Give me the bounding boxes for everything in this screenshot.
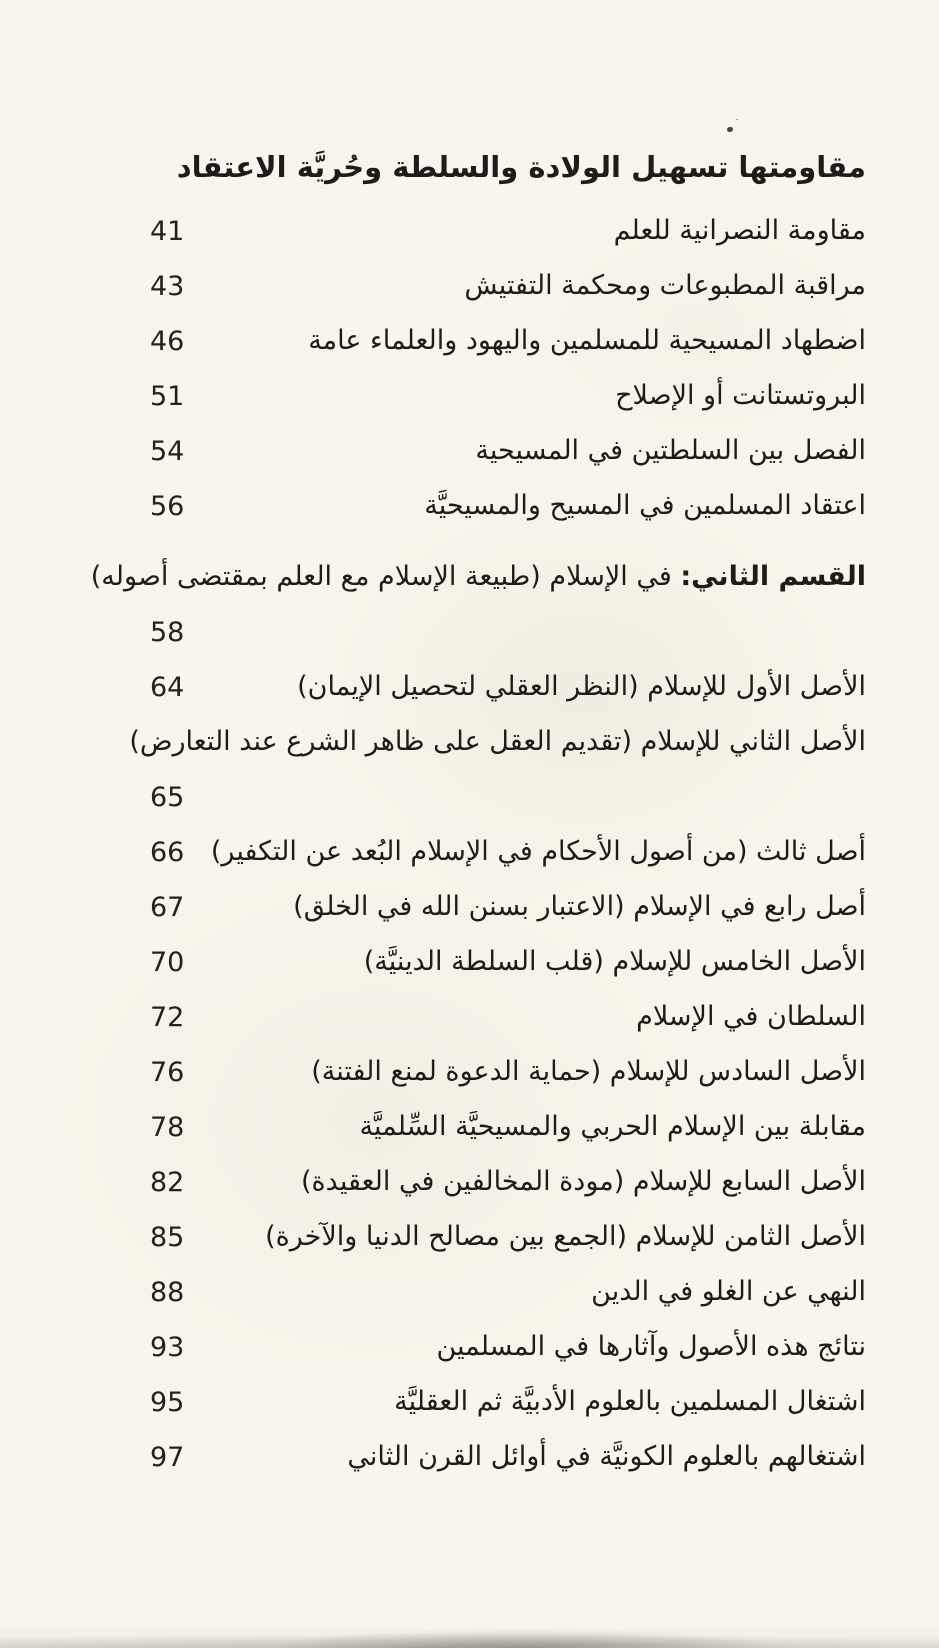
toc-entry-label: مراقبة المطبوعات ومحكمة التفتيش	[464, 270, 866, 302]
toc-entry-page-number: 82	[150, 1167, 185, 1198]
toc-list	[90, 204, 866, 1485]
toc-entry-label: الفصل بين السلطتين في المسيحية	[475, 435, 866, 467]
toc-entry-row	[150, 1430, 866, 1485]
toc-entry-label: الأصل الأول للإسلام (النظر العقلي لتحصيل الإيمان)	[297, 671, 866, 703]
toc-entry-row	[150, 424, 866, 479]
toc-entry-page-number: 64	[150, 672, 185, 703]
toc-entry-label: الأصل الثامن للإسلام (الجمع بين مصالح الدنيا والآخرة)	[265, 1221, 866, 1253]
toc-page-only-row	[150, 770, 866, 825]
toc-entry-label: نتائج هذه الأصول وآثارها في المسلمين	[436, 1331, 866, 1363]
toc-entry-row	[150, 990, 866, 1045]
toc-entry-row	[150, 1210, 866, 1265]
toc-entry-page-number: 43	[150, 271, 185, 302]
toc-entry-row	[150, 1045, 866, 1100]
toc-entry-page-number: 66	[150, 837, 185, 868]
toc-entry-label: مقابلة بين الإسلام الحربي والمسيحيَّة السِّلميَّة	[359, 1111, 866, 1143]
toc-entry-page-number: 58	[150, 617, 185, 648]
toc-entry-label: اشتغالهم بالعلوم الكونيَّة في أوائل القرن الثاني	[347, 1441, 866, 1473]
toc-entry-row	[150, 259, 866, 314]
toc-section-label: القسم الثاني: في الإسلام (طبيعة الإسلام مع العلم بمقتضى أصوله)	[90, 561, 866, 593]
toc-entry-label: اشتغال المسلمين بالعلوم الأدبيَّة ثم العقليَّة	[394, 1386, 866, 1418]
toc-entry-label: اضطهاد المسيحية للمسلمين واليهود والعلماء عامة	[308, 325, 866, 357]
toc-entry-page-number: 65	[150, 782, 185, 813]
toc-section-bold-label: القسم الثاني:	[680, 561, 866, 593]
toc-entry-page-number: 70	[150, 947, 185, 978]
toc-entry-page-number: 67	[150, 892, 185, 923]
toc-entry-row	[150, 204, 866, 259]
toc-entry-label: أصل ثالث (من أصول الأحكام في الإسلام البُعد عن التكفير)	[210, 836, 866, 868]
toc-entry-label: مقاومة النصرانية للعلم	[613, 215, 866, 247]
page-title: مقاومتها تسهيل الولادة والسلطة وحُريَّة الاعتقاد	[176, 150, 866, 184]
toc-entry-row	[129, 715, 866, 770]
toc-entry-row	[150, 1265, 866, 1320]
toc-entry-row	[150, 825, 866, 880]
toc-entry-label: البروتستانت أو الإصلاح	[615, 380, 866, 412]
toc-entry-row	[150, 369, 866, 424]
toc-entry-page-number: 88	[150, 1277, 185, 1308]
page-bottom-scan-shadow	[0, 1626, 939, 1648]
toc-entry-page-number: 85	[150, 1222, 185, 1253]
toc-entry-row	[150, 660, 866, 715]
toc-entry-page-number: 51	[150, 381, 185, 412]
toc-entry-page-number: 93	[150, 1332, 185, 1363]
toc-entry-row	[150, 935, 866, 990]
toc-entry-label: الأصل السابع للإسلام (مودة المخالفين في العقيدة)	[301, 1166, 866, 1198]
toc-entry-row	[150, 479, 866, 534]
toc-entry-row	[150, 880, 866, 935]
toc-entry-page-number: 54	[150, 436, 185, 467]
toc-entry-page-number: 76	[150, 1057, 185, 1088]
toc-entry-page-number: 46	[150, 326, 185, 357]
toc-entry-row	[150, 1155, 866, 1210]
toc-entry-page-number: 41	[150, 216, 185, 247]
toc-entry-row	[150, 314, 866, 369]
toc-entry-page-number: 95	[150, 1387, 185, 1418]
toc-entry-label: أصل رابع في الإسلام (الاعتبار بسنن الله في الخلق)	[293, 891, 866, 923]
toc-section-heading-row	[90, 550, 866, 605]
toc-entry-label: النهي عن الغلو في الدين	[591, 1276, 866, 1308]
table-of-contents	[90, 138, 866, 1485]
toc-entry-label: الأصل الثاني للإسلام (تقديم العقل على ظاهر الشرع عند التعارض)	[129, 726, 866, 758]
toc-entry-label: السلطان في الإسلام	[636, 1001, 866, 1033]
toc-entry-row	[150, 1100, 866, 1155]
toc-entry-page-number: 97	[150, 1442, 185, 1473]
toc-entry-label: اعتقاد المسلمين في المسيح والمسيحيَّة	[424, 490, 866, 522]
ink-speck	[727, 127, 733, 132]
toc-entry-label: الأصل السادس للإسلام (حماية الدعوة لمنع الفتنة)	[311, 1056, 866, 1088]
toc-entry-page-number: 56	[150, 491, 185, 522]
toc-page-only-row	[150, 605, 866, 660]
toc-entry-row	[150, 1320, 866, 1375]
toc-entry-page-number: 72	[150, 1002, 185, 1033]
toc-entry-label: الأصل الخامس للإسلام (قلب السلطة الدينيَّة)	[363, 946, 866, 978]
toc-entry-page-number: 78	[150, 1112, 185, 1143]
toc-entry-row	[150, 1375, 866, 1430]
